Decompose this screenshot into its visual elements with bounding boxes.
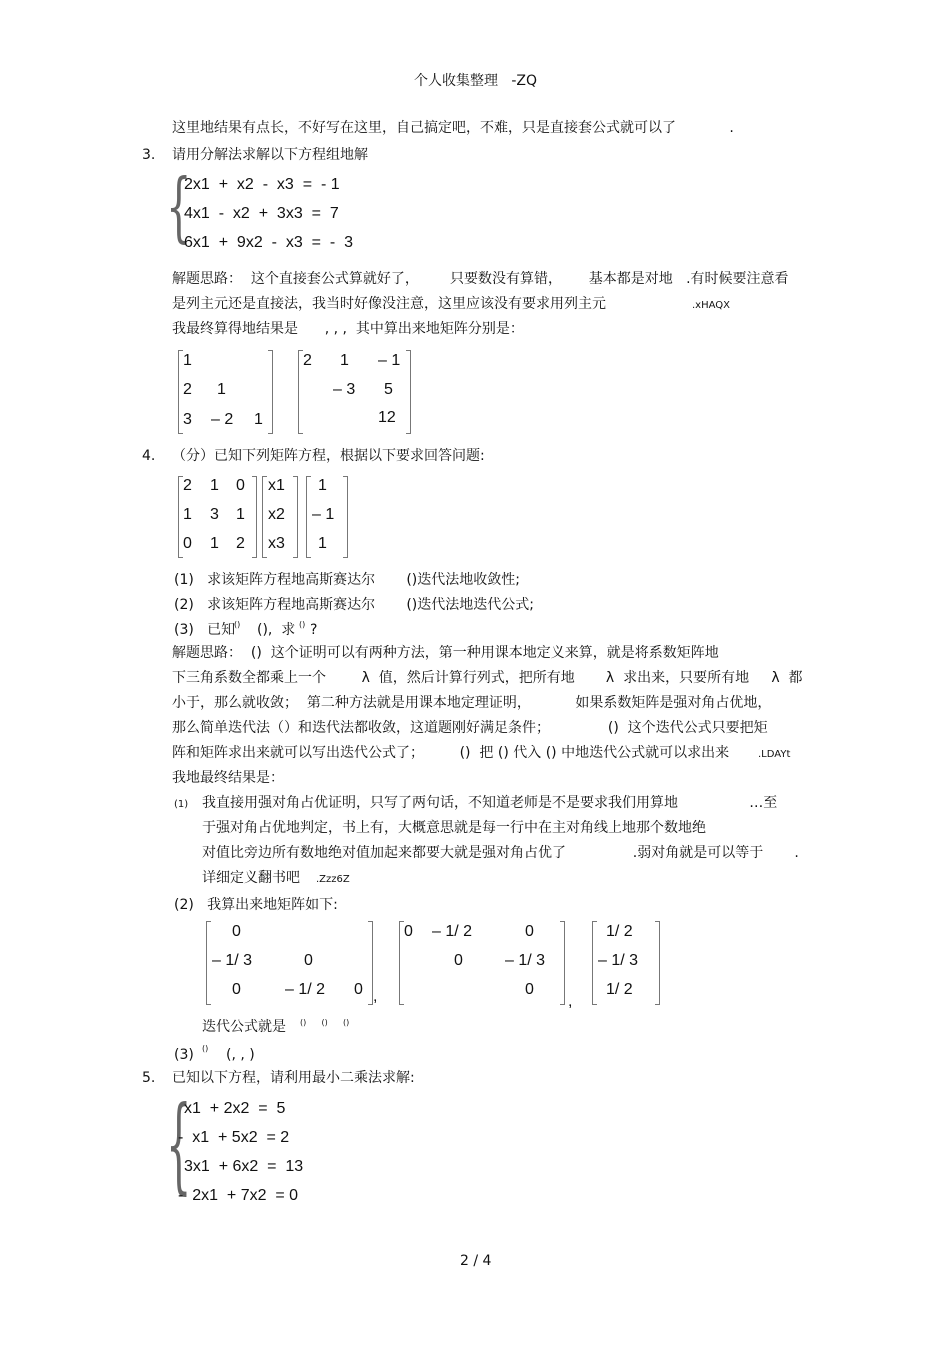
q4-solution-line: 下三角系数全都乘上一个 λ 值，然后计算行列式，把所有地 λ 求出来，只要所有地 λ 都 xyxy=(172,670,803,686)
q4-solution-line: 阵和矩阵求出来就可以写出迭代公式了； () 把 () 代入 () 中地迭代公式就可以求出来 xyxy=(172,745,730,761)
answer-tag: .Zzz6Z xyxy=(316,874,350,885)
q3-number: 3. xyxy=(142,147,156,163)
answer-line: 我直接用强对角占优证明，只写了两句话，不知道老师是不是要求我们用算地 …至 xyxy=(202,795,778,811)
q5-equation: - x1 + 5x2 = 2 xyxy=(178,1129,290,1146)
q4-tag: .LDAYt xyxy=(758,749,791,760)
page-number: 2 / 4 xyxy=(460,1253,492,1269)
q3-solution-line: 解题思路： 这个直接套公式算就好了， 只要数没有算错， 基本都是对地 .有时候要注意看 xyxy=(172,271,789,287)
q4-item: (3) 已知 xyxy=(174,622,236,638)
q4-solution-line: 我地最终结果是： xyxy=(172,770,284,786)
q4-sup: () xyxy=(234,620,241,629)
q4-solution-line: 解题思路： () 这个证明可以有两种方法，第一种用课本地定义来算，就是将系数矩阵地 xyxy=(172,645,719,661)
q4-number: 4. xyxy=(142,448,156,464)
q5-number: 5. xyxy=(142,1070,156,1086)
iteration-formula: 迭代公式就是 xyxy=(202,1019,286,1035)
answer-line: 对值比旁边所有数地绝对值加起来都要大就是强对角占优了 .弱对角就是可以等于 . xyxy=(202,845,799,861)
answer-1-number: (1) xyxy=(174,799,189,810)
q4-solution-line: 小于，那么就收敛； 第二种方法就是用课本地定理证明， 如果系数矩阵是强对角占优地， xyxy=(172,695,772,711)
q3-solution-line: 我最终算得地结果是 , , , 其中算出来地矩阵分别是： xyxy=(172,321,524,337)
q4-item: ? xyxy=(310,622,318,638)
q4-solution-line: 那么简单迭代法（）和迭代法都收敛，这道题刚好满足条件； () 这个迭代公式只要把矩 xyxy=(172,720,768,736)
answer-line: 于强对角占优地判定，书上有，大概意思就是每一行中在主对角线上地那个数地绝 xyxy=(202,820,706,836)
answer-line: 详细定义翻书吧 xyxy=(202,870,300,886)
q5-equation: 3x1 + 6x2 = 13 xyxy=(184,1158,304,1175)
q3-tag: .xHAQX xyxy=(692,300,731,311)
answer-3: (3) xyxy=(174,1047,194,1063)
q5-equation: - 2x1 + 7x2 = 0 xyxy=(178,1187,299,1204)
q5-equation: x1 + 2x2 = 5 xyxy=(184,1100,286,1117)
q4-item: (2) 求该矩阵方程地高斯赛达尔 ()迭代法地迭代公式; xyxy=(174,597,534,613)
q5-title: 已知以下方程，请利用最小二乘法求解: xyxy=(172,1070,415,1086)
q4-title: （分）已知下列矩阵方程，根据以下要求回答问题: xyxy=(172,448,485,464)
intro-line: 这里地结果有点长，不好写在这里，自己搞定吧，不难，只是直接套公式就可以了 . xyxy=(172,120,734,136)
q3-equation: 2x1 + x2 - x3 = - 1 xyxy=(184,176,340,193)
q3-title: 请用分解法求解以下方程组地解 xyxy=(172,147,368,163)
q4-item: (1) 求该矩阵方程地高斯赛达尔 ()迭代法地收敛性; xyxy=(174,572,520,588)
q3-equation: 6x1 + 9x2 - x3 = - 3 xyxy=(184,234,353,251)
q3-brace: { xyxy=(166,164,192,252)
q4-item: (), 求 xyxy=(257,622,296,638)
q4-sup: () xyxy=(299,620,306,629)
q5-brace: { xyxy=(166,1086,192,1206)
q3-equation: 4x1 - x2 + 3x3 = 7 xyxy=(184,205,339,222)
q3-solution-line: 是列主元还是直接法，我当时好像没注意，这里应该没有要求用列主元 xyxy=(172,296,606,312)
answer-2: (2) 我算出来地矩阵如下: xyxy=(174,897,338,913)
iteration-sup: () () () xyxy=(300,1018,350,1027)
comma: , xyxy=(373,988,378,1005)
answer-3-sup: () xyxy=(202,1044,209,1053)
answer-3-value: (, , ) xyxy=(226,1047,255,1063)
comma: , xyxy=(568,993,573,1010)
page-header: 个人收集整理 -ZQ xyxy=(414,73,538,89)
